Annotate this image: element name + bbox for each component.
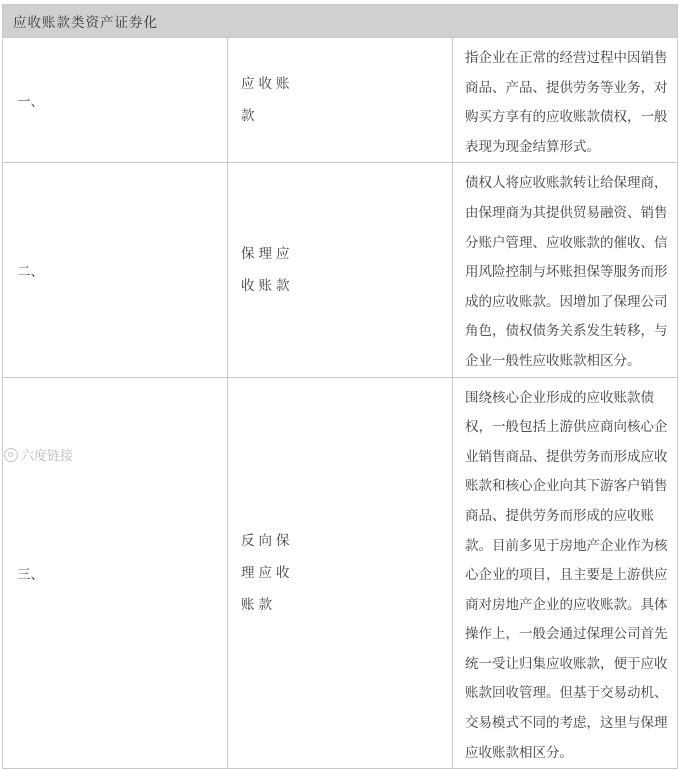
row-description: 围绕核心企业形成的应收账款债权，一般包括上游供应商向核心企业销售商品、提供劳务而形成应收账款和核心企业向其下游客户销售商品、提供劳务而形成的应收账款。目前多见于房地产企业作为核心企业的项目，且主要是上游供应商对房地产企业的应收账款。具体操作上，一般会通过保理公司首先统一受让归集应收账款，便于应收账款回收管理。但基于交易动机、交易模式不同的考虑，这里与保理应收账款相区分。 (453, 377, 678, 769)
table-row (3, 377, 678, 769)
watermark-text: 六度链接 (21, 449, 74, 464)
row-name: 保理应收账款 (241, 245, 294, 294)
circle-logo-icon (4, 448, 18, 462)
row-description: 指企业在正常的经营过程中因销售商品、产品、提供劳务等业务，对购买方享有的应收账款债权，一般表现为现金结算形式。 (453, 38, 678, 163)
abs-table (2, 4, 678, 769)
row-index: 二、 (3, 163, 228, 377)
watermark (4, 445, 73, 464)
row-index: 一、 (3, 38, 228, 163)
row-name: 应收账款 (241, 76, 294, 125)
row-description: 债权人将应收账款转让给保理商，由保理商为其提供贸易融资、销售分账户管理、应收账款的催收、信用风险控制与坏账担保等服务而形成的应收账款。因增加了保理公司角色，债权债务关系发生转移，与企业一般性应收账款相区分。 (453, 163, 678, 377)
row-index: 三、 (3, 377, 228, 769)
table-header-row (3, 5, 678, 38)
table-row (3, 163, 678, 377)
table-row (3, 38, 678, 163)
table-title: 应收账款类资产证券化 (3, 5, 678, 38)
row-name: 反向保理应收账款 (241, 532, 294, 613)
